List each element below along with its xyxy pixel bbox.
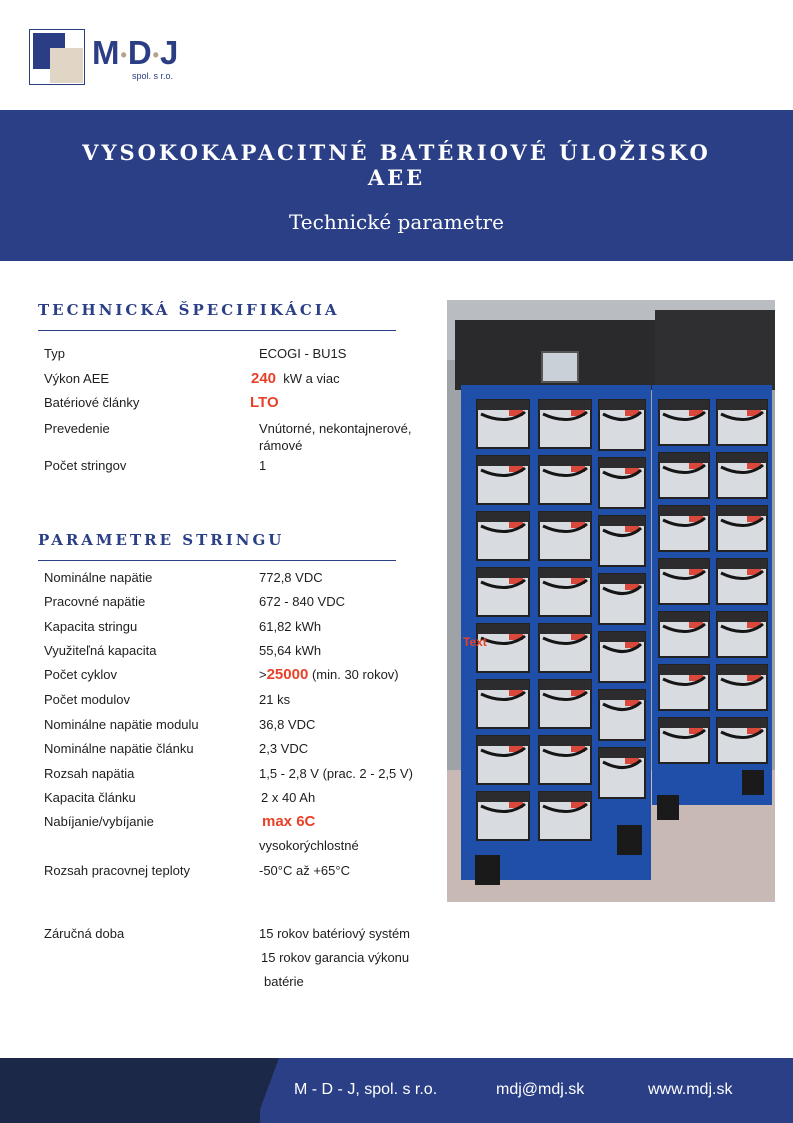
header-banner bbox=[0, 110, 793, 261]
spec-row-design: Prevedenie Vnútorné, nekontajnerové, rámové bbox=[44, 421, 412, 453]
page-footer bbox=[0, 1058, 793, 1123]
page-subtitle: Technické parametre bbox=[289, 210, 504, 234]
battery-rack-photo bbox=[447, 300, 775, 902]
company-logo bbox=[29, 29, 199, 89]
footer-company: M - D - J, spol. s r.o. bbox=[294, 1081, 438, 1098]
logo-mark bbox=[29, 29, 85, 85]
photo-overlay-text: Text bbox=[463, 635, 487, 649]
page-title: VYSOKOKAPACITNÉ BATÉRIOVÉ ÚLOŽISKO AEE bbox=[82, 140, 711, 190]
string-section-title: PARAMETRE STRINGU bbox=[38, 531, 285, 549]
footer-website-link[interactable]: www.mdj.sk bbox=[648, 1081, 733, 1098]
warranty-row: Záručná doba 15 rokov batériový systém 15 rokov garancia výkonu batérie bbox=[44, 926, 411, 989]
spec-section-title: TECHNICKÁ ŠPECIFIKÁCIA bbox=[38, 301, 340, 319]
spec-section-rule bbox=[38, 330, 396, 331]
string-row-charging: Nabíjanie/vybíjanie max 6C vysokorýchlostné bbox=[44, 813, 359, 853]
string-section-rule bbox=[38, 560, 396, 561]
logo-wordmark: M•D•J bbox=[92, 34, 179, 71]
logo-subtitle: spol. s r.o. bbox=[132, 71, 174, 81]
footer-email-link[interactable]: mdj@mdj.sk bbox=[496, 1081, 585, 1098]
